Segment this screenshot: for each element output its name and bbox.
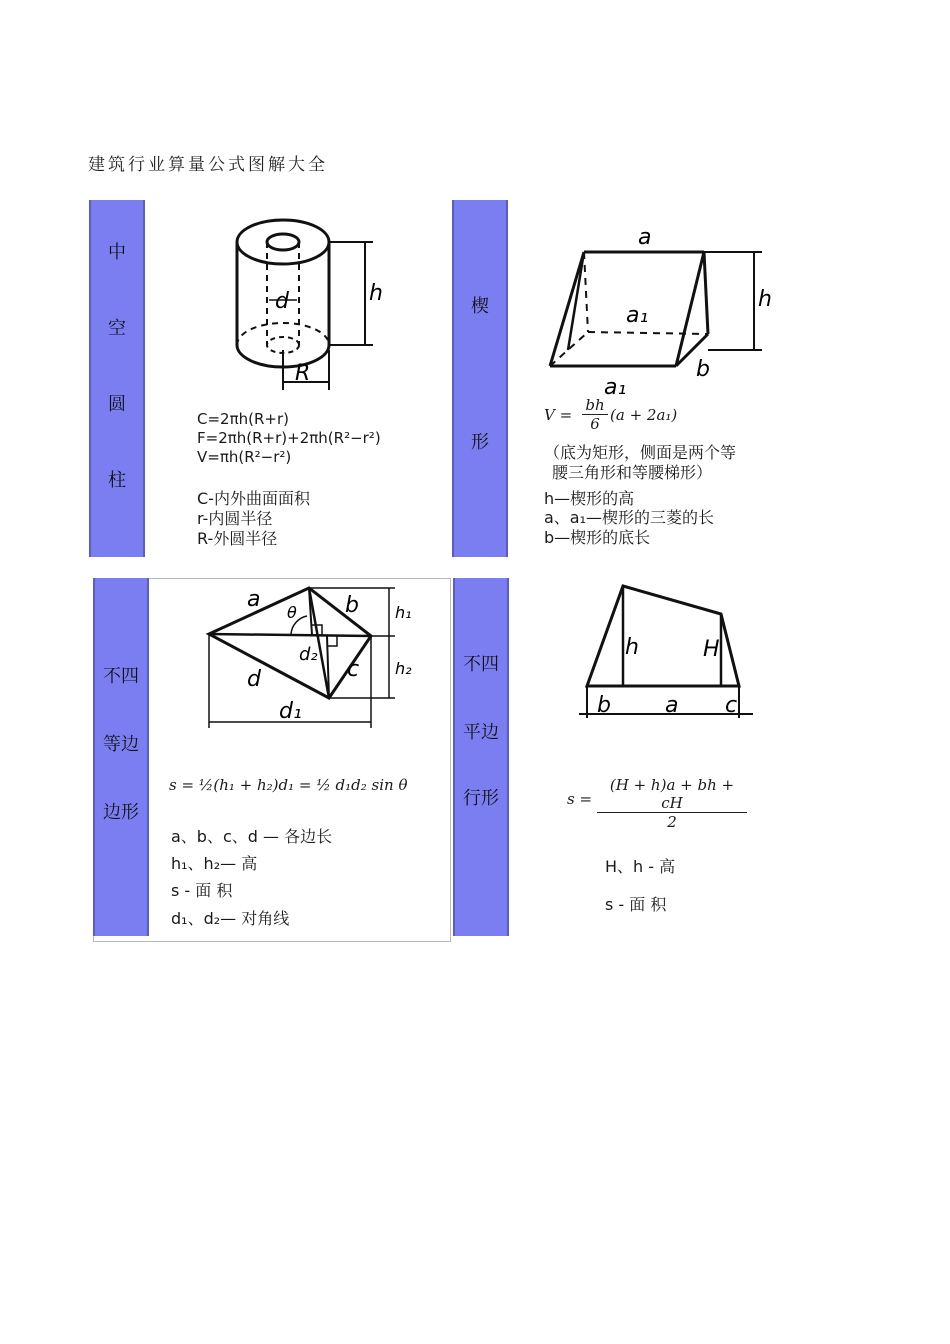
- legend-item: h—楔形的高: [544, 489, 635, 508]
- label-char: 边形: [103, 802, 139, 823]
- label-d2: d₂: [299, 644, 318, 665]
- np-formula-num: (H + h)a + bh + cH: [597, 776, 747, 813]
- label-char: 柱: [108, 470, 126, 491]
- label-char: 不四: [463, 654, 499, 675]
- label-theta: θ: [287, 603, 297, 622]
- formula-C: C=2πh(R+r): [197, 410, 289, 428]
- label-h: h: [369, 281, 383, 306]
- label-b: b: [696, 357, 710, 382]
- label-char: 不四: [103, 666, 139, 687]
- wedge-diagram: [508, 200, 808, 400]
- label-b: b: [597, 693, 611, 718]
- irregular-quad-diagram: [149, 578, 449, 743]
- wedge-formula-fraction: [582, 396, 608, 433]
- legend-item: s - 面 积: [171, 881, 233, 900]
- np-formula-den: 2: [667, 813, 677, 831]
- label-d1: d₁: [279, 699, 302, 724]
- legend-item: a、a₁—楔形的三菱的长: [544, 508, 715, 527]
- label-b: b: [345, 593, 359, 618]
- label-d: d: [247, 667, 261, 692]
- wedge-cell: [508, 200, 808, 557]
- np-formula-fraction: [597, 776, 747, 831]
- formula-V: V=πh(R²−r²): [197, 448, 292, 466]
- wedge-note: 腰三角形和等腰梯形）: [552, 463, 713, 482]
- label-char: 平边: [463, 722, 499, 743]
- label-d: d: [275, 289, 289, 314]
- legend-item: s - 面 积: [605, 895, 667, 914]
- legend-item: d₁、d₂— 对角线: [171, 909, 290, 928]
- label-c: c: [347, 657, 360, 682]
- label-non-parallelogram: [453, 578, 509, 936]
- label-h: h: [758, 287, 772, 312]
- page-title: 建筑行业算量公式图解大全: [88, 155, 328, 175]
- label-char: 形: [471, 432, 489, 453]
- legend-item: R-外圆半径: [197, 529, 278, 548]
- label-char: 行形: [463, 788, 499, 809]
- legend-item: a、b、c、d — 各边长: [171, 827, 333, 846]
- hollow-cylinder-diagram: [145, 200, 450, 400]
- irregular-quad-formula: s = ½(h₁ + h₂)d₁ = ½ d₁d₂ sin θ: [169, 776, 408, 794]
- label-h: h: [625, 635, 639, 660]
- wedge-formula-suffix: (a + 2a₁): [610, 406, 678, 424]
- wedge-formula-den: 6: [590, 415, 600, 433]
- label-wedge: [452, 200, 508, 557]
- label-char: 圆: [108, 394, 126, 415]
- label-char: 楔: [471, 296, 489, 317]
- wedge-formula-prefix: V =: [544, 406, 573, 424]
- label-a: a: [247, 587, 261, 612]
- np-formula-prefix: s =: [567, 790, 593, 808]
- label-h2: h₂: [395, 659, 412, 678]
- legend-item: h₁、h₂— 高: [171, 854, 258, 873]
- non-parallelogram-cell: [509, 578, 809, 938]
- non-parallelogram-diagram: [509, 578, 809, 728]
- label-a: a: [638, 225, 652, 250]
- legend-item: r-内圆半径: [197, 509, 273, 528]
- label-char: 空: [108, 318, 126, 339]
- label-h1: h₁: [395, 603, 412, 622]
- label-char: 等边: [103, 734, 139, 755]
- formula-F: F=2πh(R+r)+2πh(R²−r²): [197, 429, 381, 447]
- label-H: H: [703, 637, 720, 662]
- label-a: a: [665, 693, 679, 718]
- legend-item: b—楔形的底长: [544, 528, 651, 547]
- label-c: c: [725, 693, 738, 718]
- wedge-formula-num: bh: [582, 396, 608, 415]
- label-irregular-quad: [93, 578, 149, 936]
- wedge-note: （底为矩形，侧面是两个等: [544, 443, 737, 462]
- label-hollow-cylinder: [89, 200, 145, 557]
- legend-item: H、h - 高: [605, 857, 676, 876]
- irregular-quad-cell: [149, 578, 449, 938]
- label-a1-bottom: a₁: [604, 375, 627, 400]
- legend-item: C-内外曲面面积: [197, 489, 310, 508]
- label-a1: a₁: [626, 303, 649, 328]
- label-char: 中: [108, 242, 126, 263]
- hollow-cylinder-cell: [145, 200, 450, 557]
- label-R: R: [295, 361, 311, 386]
